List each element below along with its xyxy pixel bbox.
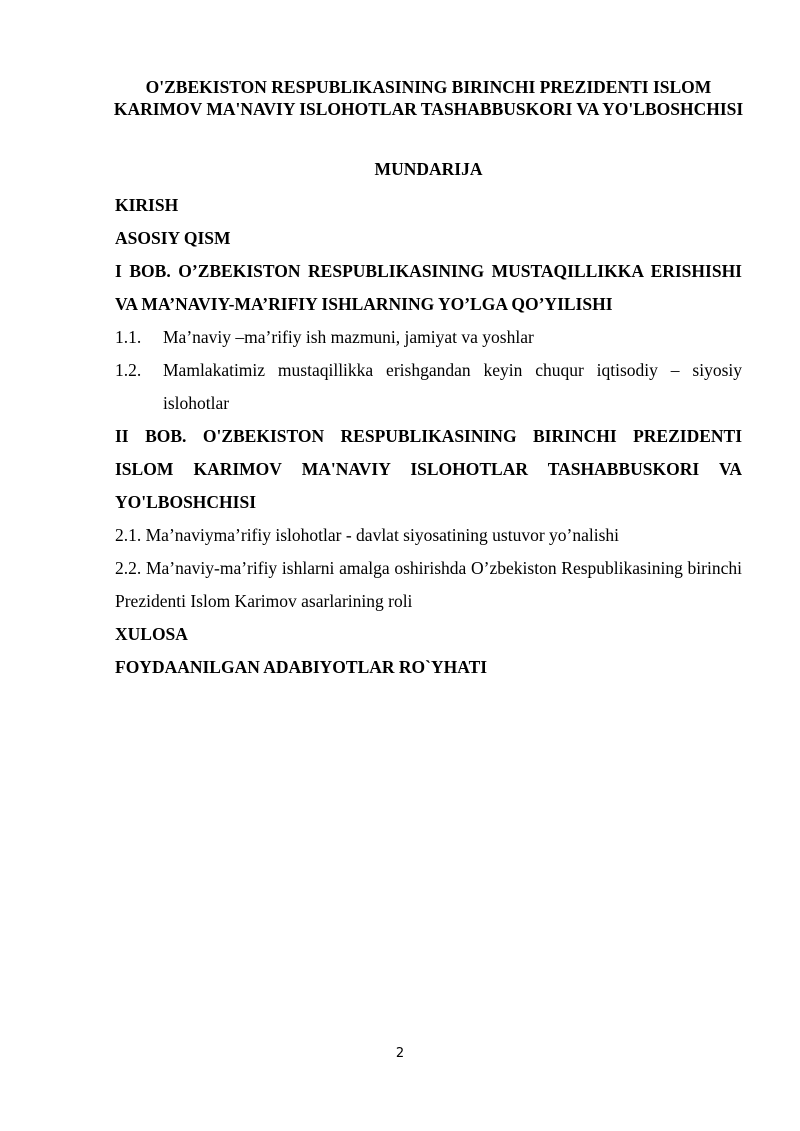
page-number: 2 — [395, 1046, 405, 1061]
toc-entry-intro: KIRISH — [115, 195, 179, 215]
chapter-2-title: II BOB. O'ZBEKISTON RESPUBLIKASINING BIRINCHI PREZIDENTI ISLOM KARIMOV MA'NAVIY ISLOHOTLAR TASHABBUSKORI VA YO'LBOSHCHISI — [115, 426, 742, 512]
toc-heading: MUNDARIJA — [374, 159, 483, 179]
chapter-1-title: I BOB. O’ZBEKISTON RESPUBLIKASINING MUSTAQILLIKKA ERISHISHI VA MA’NAVIY-MA’RIFIY ISHLARNING YO’LGA QO’YILISHI — [115, 261, 742, 314]
section-title: Ma’naviy –ma’rifiy ish mazmuni, jamiyat va yoshlar — [163, 327, 534, 347]
toc-entry-references: FOYDAANILGAN ADABIYOTLAR RO`YHATI — [115, 657, 488, 677]
section-title: Mamlakatimiz mustaqillikka erishgandan keyin chuqur iqtisodiy – siyosiy islohotlar — [163, 360, 742, 413]
section-number: 1.1. — [115, 327, 142, 347]
toc-entry-main-part: ASOSIY QISM — [115, 228, 231, 248]
toc-section-1-1 — [115, 321, 742, 354]
toc-section-2-1: 2.1. Ma’naviyma’rifiy islohotlar - davlat siyosatining ustuvor yo’nalishi — [115, 525, 620, 545]
toc-entry-conclusion: XULOSA — [115, 624, 188, 644]
document-title: O'ZBEKISTON RESPUBLIKASINING BIRINCHI PREZIDENTI ISLOM KARIMOV MA'NAVIY ISLOHOTLAR TASHABBUSKORI VA YO'LBOSHCHISI — [113, 77, 744, 119]
toc-section-2-2: 2.2. Ma’naviy-ma’rifiy ishlarni amalga oshirishda O’zbekiston Respublikasining birinchi Prezidenti Islom Karimov asarlarining roli — [115, 558, 742, 611]
section-number: 1.2. — [115, 360, 142, 380]
toc-section-1-2 — [115, 354, 742, 420]
table-of-contents — [115, 189, 742, 684]
